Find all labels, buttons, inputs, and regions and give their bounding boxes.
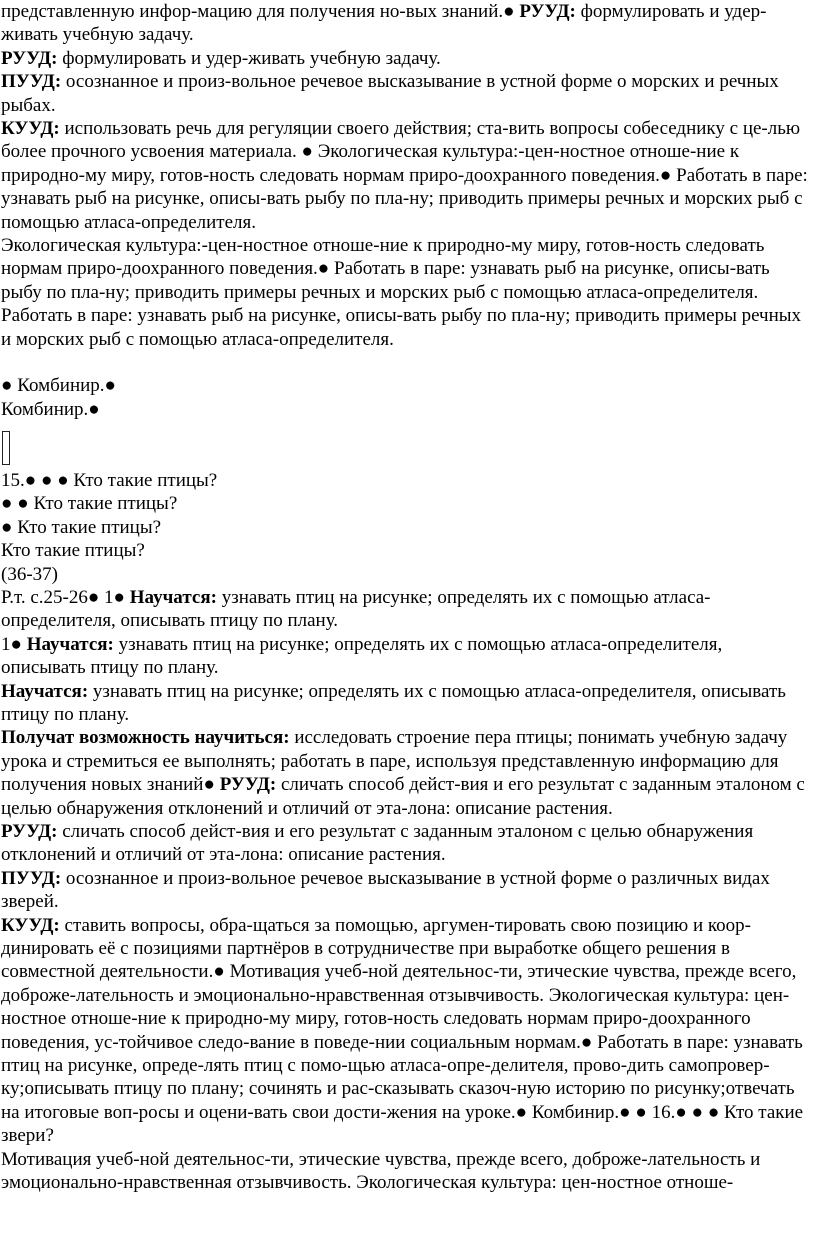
text-run: сличать способ дейст-вия и его результат с заданным эталоном с целью обнаружения отклонений и отличий от эта-лона: описание растения.: [1, 821, 754, 866]
text-run: ● Кто такие птицы?: [1, 516, 162, 538]
text-run: Р.т. с.25-26● 1●: [1, 586, 130, 608]
para-birds-2: [1, 492, 810, 515]
bold-label: РУУД:: [519, 1, 576, 22]
text-run: исследовать строение пера птицы; понимать учебную задачу урока и стремиться ее выполнять; работать в паре, используя представленную информацию для получения новых знаний●: [1, 727, 788, 796]
para-pair-1: [1, 304, 810, 351]
text-run: представленную инфор-мацию для получения но-вых знаний.●: [1, 1, 520, 22]
bold-label: Научатся:: [1, 680, 89, 702]
bold-label: РУУД:: [219, 774, 277, 796]
text-run: ставить вопросы, обра-щаться за помощью, аргумен-тировать свою позицию и коор-динировать её с позициями партнёров в сотрудничестве при выработке общего решения в совместной деятельности.● Мотивация учеб-ной деятельнос-ти, этические чувства, прежде всего, доброже-лательность и эмоционально-нравственная отзывчивость. Экологическая культура: цен-ностное отноше-ние к природно-му миру, готов-ность следовать нормам приро-доохранного поведения, ус-тойчивое следо-вание в поведе-нии социальным нормам.● Работать в паре: узнавать птиц на рисунке, опреде-лять птиц с помо-щью атласа-опре-делителя, прово-дить самопровер-ку;описывать птицу по плану; сочинять и рас-сказывать сказоч-ную историю по рисунку;отвечать на итоговые воп-росы и оцени-вать свои дости-жения на уроке.● Комбинир.● ● 16.● ● ● Кто такие звери?: [1, 914, 804, 1147]
para-combin-1: [1, 374, 810, 397]
text-run: узнавать птиц на рисунке; определять их с помощью атласа-определителя, описывать птицу по плану.: [1, 680, 786, 725]
text-run: Мотивация учеб-ной деятельнос-ти, этические чувства, прежде всего, доброже-лательность и эмоционально-нравственная отзывчивость. Экологическая культура: цен-ностное отноше-: [1, 1148, 761, 1194]
para-combin-2: [1, 398, 810, 421]
para-workbook: [1, 586, 810, 633]
para-puud-1: [1, 70, 810, 117]
para-ruud-1: [1, 47, 810, 70]
para-opportunity: [1, 726, 810, 820]
table-cell-box: [2, 431, 10, 465]
text-run: Работать в паре: узнавать рыб на рисунке, описы-вать рыбу по пла-ну; приводить примеры речных и морских рыб с помощью атласа-определителя.: [1, 305, 802, 350]
bold-label: РУУД:: [1, 47, 58, 69]
para-learn-2: [1, 633, 810, 680]
para-motivation: [1, 1148, 810, 1195]
para-birds-4: [1, 539, 810, 562]
bold-label: ПУУД:: [1, 71, 62, 93]
bold-label: Получат возможность научиться:: [1, 727, 290, 749]
bold-label: ПУУД:: [1, 867, 62, 889]
para-kuud-2: [1, 914, 810, 1148]
para-ruud-2: [1, 820, 810, 867]
text-run: Комбинир.●: [1, 398, 100, 420]
para-eco-1: [1, 234, 810, 304]
bold-label: РУУД:: [1, 821, 58, 842]
bold-label: Научатся:: [26, 633, 114, 655]
bold-label: КУУД:: [1, 914, 60, 936]
para-learn-3: [1, 680, 810, 727]
para-pages: [1, 563, 810, 586]
para-kuud-1: [1, 117, 810, 234]
text-run: формулировать и удер-живать учебную задачу.: [57, 47, 441, 69]
para-birds-3: [1, 516, 810, 539]
text-run: использовать речь для регуляции своего действия; ста-вить вопросы собеседнику с це-лью более прочного усвоения материала. ● Экологическая культура:-цен-ностное отноше-ние к природно-му миру, готов-ность следовать нормам приро-доохранного поведения.● Работать в паре: узнавать рыб на рисунке, описы-вать рыбу по пла-ну; приводить примеры речных и морских рыб с помощью атласа-определителя.: [1, 118, 808, 233]
text-run: (36-37): [1, 563, 58, 585]
text-run: ● ● Кто такие птицы?: [1, 493, 178, 515]
text-run: сличать способ дейст-вия и его результат с заданным эталоном с целью обнаружения отклонений и отличий от эта-лона: описание растения.: [1, 774, 805, 819]
blank-line: [1, 351, 810, 374]
text-run: узнавать птиц на рисунке; определять их с помощью атласа-определителя, описывать птицу по плану.: [1, 586, 711, 632]
text-run: ● Комбинир.●: [1, 375, 117, 397]
text-run: осознанное и произ-вольное речевое высказывание в устной форме о различных видах зверей.: [1, 867, 770, 913]
para-lesson-15: [1, 469, 810, 492]
text-run: формулировать и удер-живать учебную задачу.: [1, 1, 767, 46]
bold-label: Научатся:: [129, 586, 217, 608]
text-run: 1●: [1, 633, 27, 655]
text-run: узнавать птиц на рисунке; определять их с помощью атласа-определителя, описывать птицу по плану.: [1, 633, 723, 679]
text-run: осознанное и произ-вольное речевое высказывание в устной форме о морских и речных рыбах.: [1, 71, 779, 116]
text-run: 15.● ● ● Кто такие птицы?: [1, 469, 218, 491]
text-run: Кто такие птицы?: [1, 540, 145, 562]
text-run: Экологическая культура:-цен-ностное отноше-ние к природно-му миру, готов-ность следовать нормам приро-доохранного поведения.● Работать в паре: узнавать рыб на рисунке, описы-вать рыбу по пла-ну; приводить примеры речных и морских рыб с помощью атласа-определителя.: [1, 235, 770, 303]
bold-label: КУУД:: [1, 118, 60, 140]
para-puud-2: [1, 867, 810, 914]
para-top-1: [1, 0, 810, 47]
